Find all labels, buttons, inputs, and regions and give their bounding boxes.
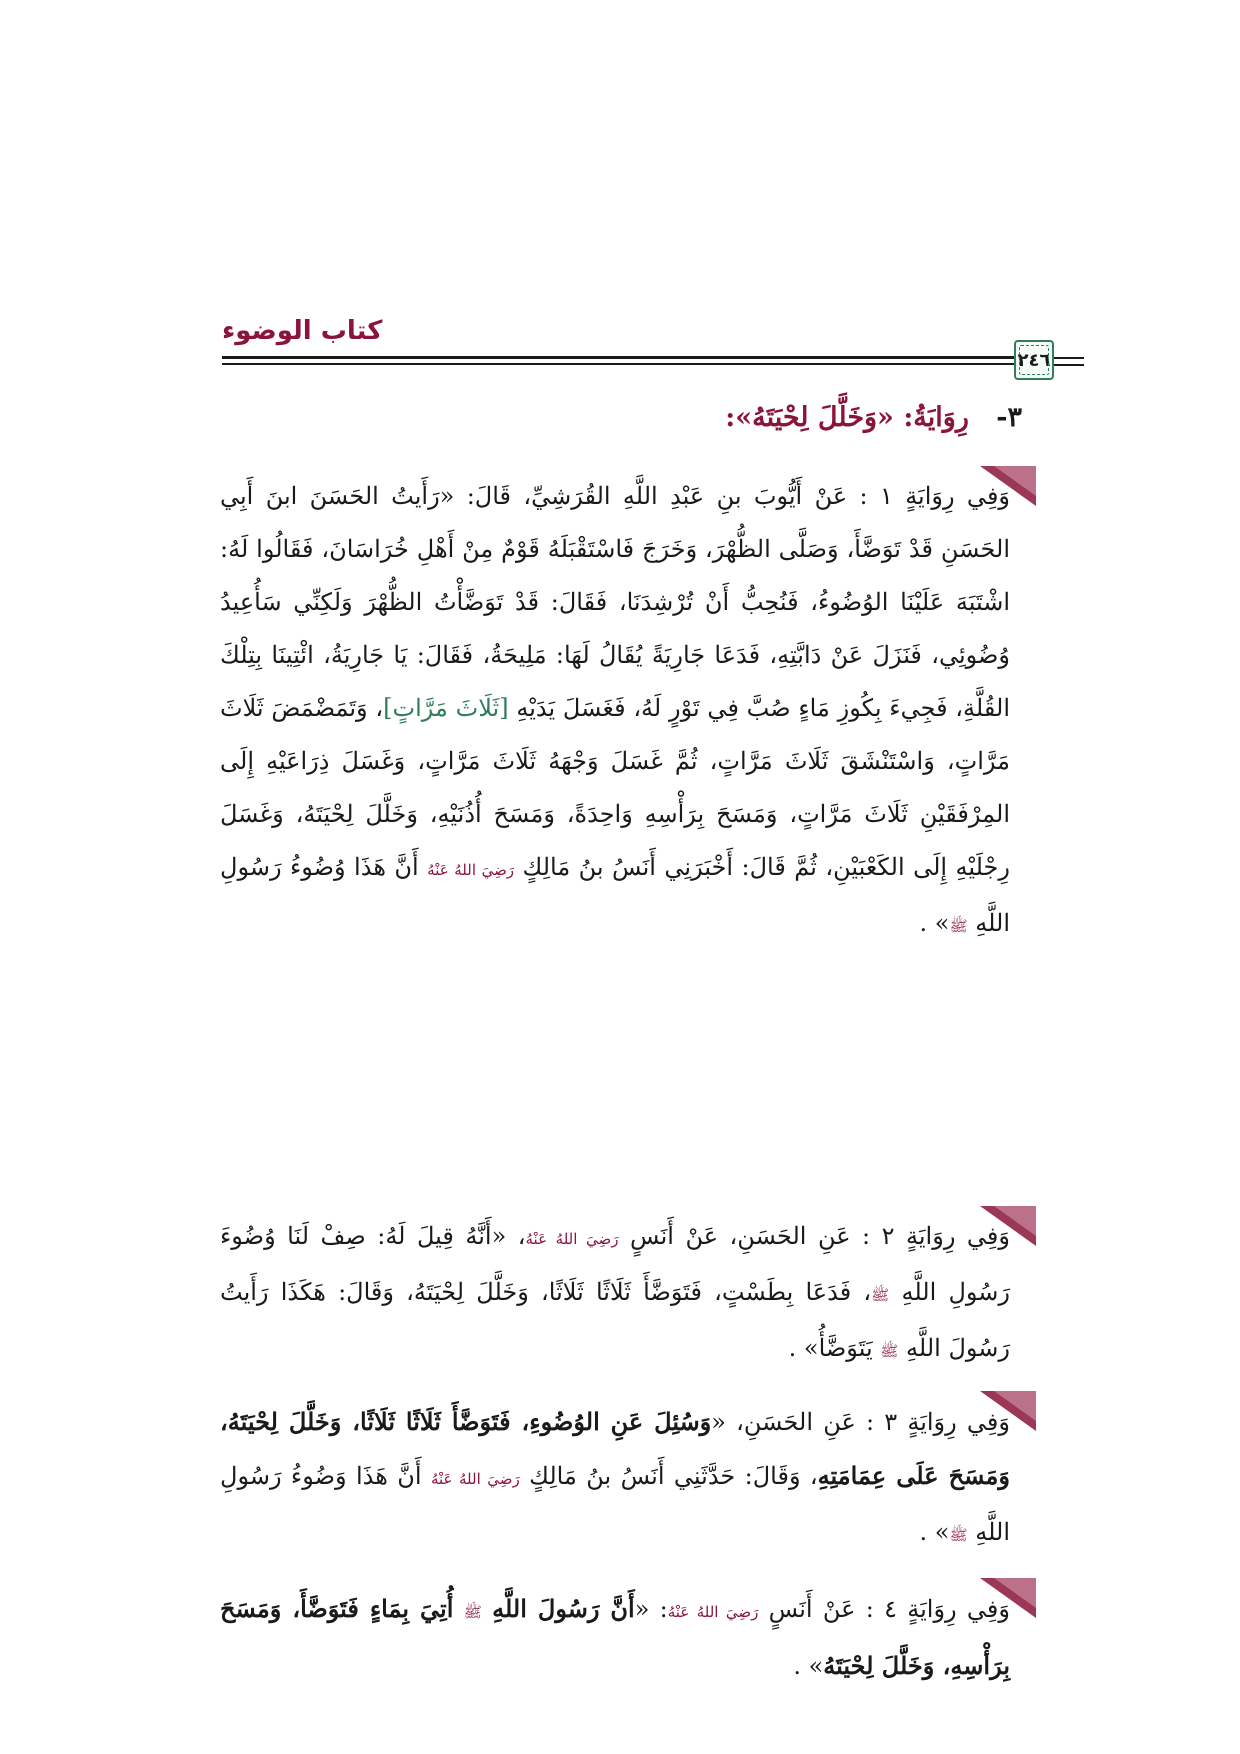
narration-paragraph-4	[220, 1582, 1010, 1693]
paragraph-text: » .	[919, 1518, 950, 1546]
honorific-radiya: رَضِيَ اللهُ عَنْهُ	[430, 1470, 520, 1488]
bracket-reference: [ثَلَاثَ مَرَّاتٍ]	[383, 694, 509, 722]
paragraph-text: وَفِي رِوَايَةٍ ٤ : عَنْ أَنَسٍ	[768, 1595, 1010, 1623]
paragraph-text: أَنَّ هَذَا وَضُوءُ رَسُولِ اللَّهِ	[220, 1462, 1010, 1546]
section-number: ٣-	[996, 402, 1022, 433]
paragraph-text: وَفِي رِوَايَةٍ ٢ : عَنِ الحَسَنِ، عَنْ أَنَسٍ	[630, 1222, 1010, 1250]
honorific-salla: ﷺ	[871, 1286, 890, 1304]
honorific-radiya: رَضِيَ اللهُ عَنْهُ	[427, 861, 515, 879]
corner-ornament-icon	[980, 1206, 1036, 1246]
bold-matn: وَسُئِلَ عَنِ الوُضُوءِ، فَتَوَضَّأَ ثَلَاثًا ثَلَاثًا، وَخَلَّلَ لِحْيَتَهُ، وَمَسَحَ عَلَى عِمَامَتِهِ	[220, 1407, 1010, 1490]
paragraph-text: وَفِي رِوَايَةٍ ١ : عَنْ أَيُّوبَ بنِ عَبْدِ اللَّهِ القُرَشِيِّ، قَالَ: «رَأَيتُ الحَسَنَ ابنَ أَبِي الحَسَنِ قَدْ تَوَضَّأَ، وَصَلَّى الظُّهْرَ، وَخَرَجَ فَاسْتَقْبَلَهُ قَوْمٌ مِنْ أَهْلِ خُرَاسَانَ، فَقَالُوا لَهُ: اشْتَبَهَ عَلَيْنَا الوُضُوءُ، فَنُحِبُّ أَنْ تُرْشِدَنَا، فَقَالَ: قَدْ تَوَضَّأْتُ الظُّهْرَ وَلَكِنِّي سَأُعِيدُ وُضُوئِي، فَنَزَلَ عَنْ دَابَّتِهِ، فَدَعَا جَارِيَةً يُقَالُ لَهَا: مَلِيحَةُ، فَقَالَ: يَا جَارِيَةُ، ائْتِينَا بِتِلْكَ القُلَّةِ، فَجِيءَ بِكُوزِ مَاءٍ صُبَّ فِي تَوْرٍ لَهُ، فَغَسَلَ يَدَيْهِ	[220, 482, 1011, 722]
honorific-salla: ﷺ	[949, 917, 968, 935]
corner-ornament-icon	[980, 466, 1036, 506]
book-title: كتاب الوضوء	[222, 316, 383, 346]
bold-matn: أُتِيَ بِمَاءٍ فَتَوَضَّأَ، وَمَسَحَ بِرَأْسِهِ، وَخَلَّلَ لِحْيَتَهُ	[220, 1594, 1010, 1680]
header-rule-tail-bottom	[1054, 364, 1084, 366]
honorific-salla: ﷺ	[880, 1342, 899, 1360]
honorific-radiya: رَضِيَ اللهُ عَنْهُ	[667, 1603, 759, 1621]
header-rule-bottom	[222, 363, 1016, 365]
paragraph-text: ، وَتَمَضْمَضَ ثَلَاثَ مَرَّاتٍ، وَاسْتَنْشَقَ ثَلَاثَ مَرَّاتٍ، ثُمَّ غَسَلَ وَجْهَهُ ثَلَاثَ مَرَّاتٍ، وَغَسَلَ ذِرَاعَيْهِ إِلَى المِرْفَقَيْنِ ثَلَاثَ مَرَّاتٍ، وَمَسَحَ بِرَأْسِهِ وَاحِدَةً، وَمَسَحَ أُذُنَيْهِ، وَخَلَّلَ لِحْيَتَهُ، وَغَسَلَ رِجْلَيْهِ إِلَى الكَعْبَيْنِ، ثُمَّ قَالَ: أَخْبَرَنِي أَنَسُ بنُ مَالِكٍ	[220, 694, 1010, 881]
paragraph-text: أَنَّ هَذَا وُضُوءُ رَسُولِ اللَّهِ	[220, 853, 1010, 937]
bold-matn: أَنَّ رَسُولَ اللَّهِ	[492, 1594, 635, 1623]
paragraph-text: ، فَدَعَا بِطَسْتٍ، فَتَوَضَّأَ ثَلَاثًا ثَلَاثًا، وَخَلَّلَ لِحْيَتَهُ، وَقَالَ: هَكَذَا رَأَيتُ رَسُولَ اللَّهِ	[220, 1278, 1010, 1362]
header-rule-tail-top	[1054, 357, 1084, 359]
honorific-salla: ﷺ	[949, 1526, 968, 1544]
narration-paragraph-3	[220, 1395, 1010, 1562]
corner-ornament-icon	[980, 1391, 1036, 1431]
paragraph-text: : «	[634, 1595, 668, 1623]
corner-ornament-icon	[980, 1578, 1036, 1618]
honorific-radiya: رَضِيَ اللهُ عَنْهُ	[525, 1230, 619, 1248]
paragraph-text: ، وَقَالَ: حَدَّثَنِي أَنَسُ بنُ مَالِكٍ	[529, 1462, 818, 1490]
paragraph-text: يَتَوَضَّأُ» .	[788, 1334, 873, 1362]
honorific-salla: ﷺ	[463, 1603, 482, 1621]
paragraph-text: ، «أَنَّهُ قِيلَ لَهُ: صِفْ لَنَا وُضُوءَ رَسُولِ اللَّهِ	[220, 1222, 1010, 1306]
paragraph-text: » .	[793, 1652, 824, 1680]
narration-paragraph-2	[220, 1210, 1010, 1378]
section-title: رِوَايَةُ: «وَخَلَّلَ لِحْيَتَهُ»:	[725, 402, 969, 433]
paragraph-text: » .	[919, 909, 950, 937]
narration-paragraph-1	[220, 470, 1010, 953]
header-rule-top	[222, 356, 1016, 359]
section-heading	[725, 402, 1022, 433]
page-number: ٢٤٦	[1017, 349, 1051, 371]
page-number-badge	[1014, 340, 1054, 380]
paragraph-text: وَفِي رِوَايَةٍ ٣ : عَنِ الحَسَنِ، «	[711, 1408, 1010, 1436]
